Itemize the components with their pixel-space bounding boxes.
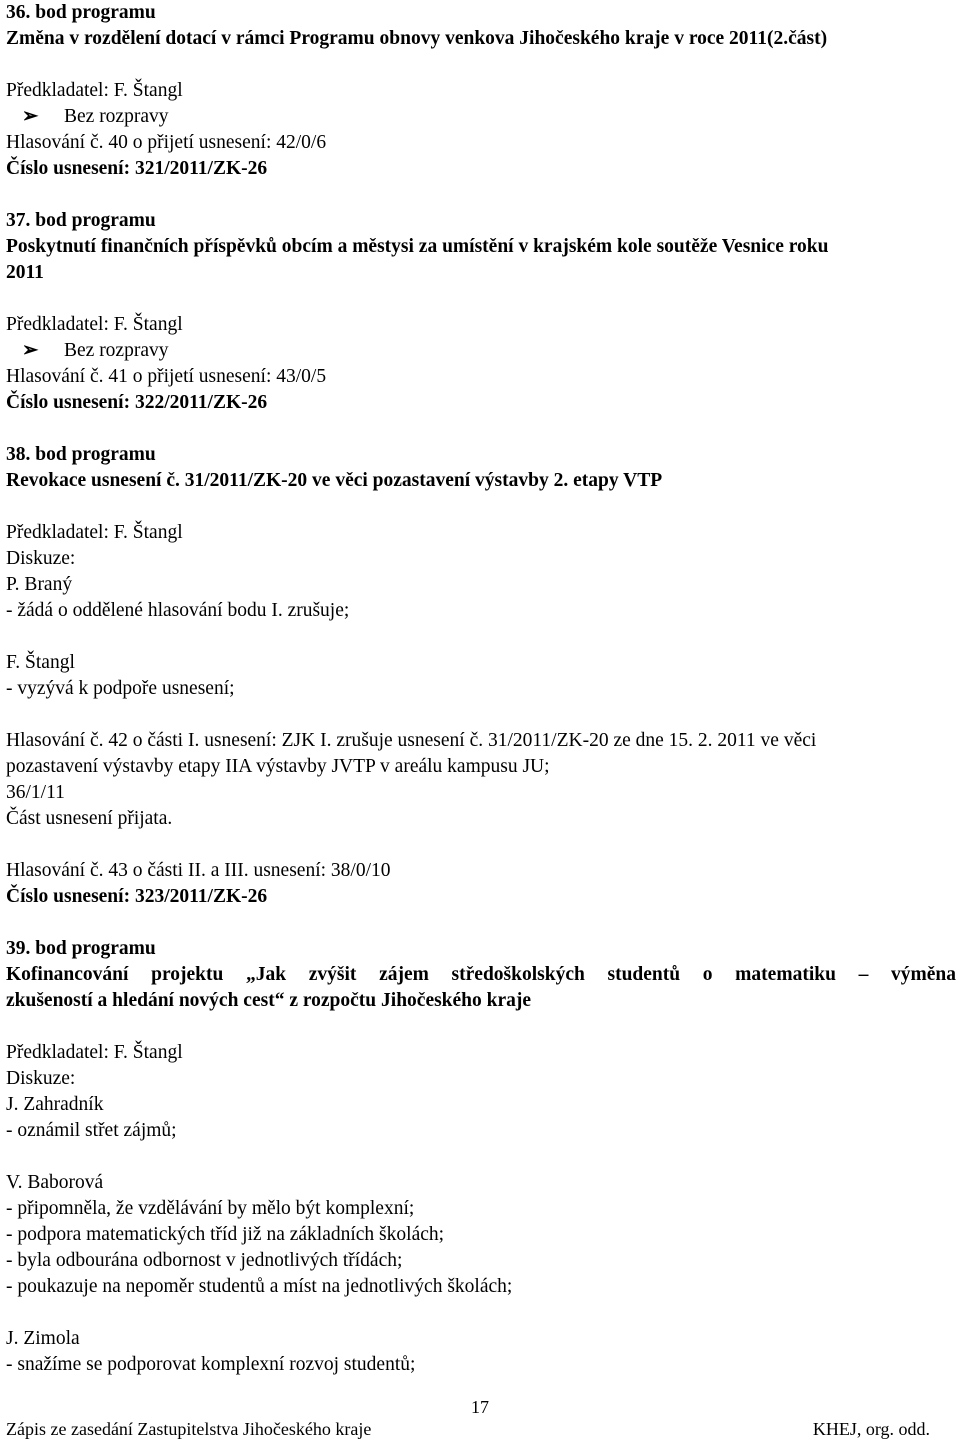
item-heading: 36. bod programu [6,2,156,23]
item-title-cont: zkušeností a hledání nových cest“ z rozpočtu Jihočeského kraje [6,990,532,1011]
bullet-item [6,338,956,364]
item-title: Změna v rozdělení dotací v rámci Programu obnovy venkova Jihočeského kraje v roce 2011(2.část) [6,28,828,49]
item-title: Kofinancování projektu „Jak zvýšit zájem středoškolských studentů o matematiku – výměna [6,964,956,985]
discussion-label: Diskuze: [6,548,76,569]
speaker-note: - připomněla, že vzdělávání by mělo být komplexní; [6,1198,415,1219]
resolution-number: Číslo usnesení: 323/2011/ZK-26 [6,886,268,907]
page-number: 17 [471,1397,489,1417]
speaker-note: - podpora matematických tříd již na základních školách; [6,1224,445,1245]
item-title-cont: 2011 [6,262,44,283]
item-heading: 38. bod programu [6,444,156,465]
speaker-note: - poukazuje na nepoměr studentů a míst na jednotlivých školách; [6,1276,513,1297]
proposer: Předkladatel: F. Štangl [6,314,183,335]
speaker-note: - oznámil střet zájmů; [6,1120,177,1141]
speaker-note: - žádá o oddělené hlasování bodu I. zrušuje; [6,600,350,621]
item-title: Poskytnutí finančních příspěvků obcím a městysi za umístění v krajském kole soutěže Vesnice roku [6,236,829,257]
proposer: Předkladatel: F. Štangl [6,1042,183,1063]
arrow-bullet-icon: ➢ [22,106,39,127]
bullet-text: Bez rozpravy [64,106,169,127]
resolution-number: Číslo usnesení: 322/2011/ZK-26 [6,392,268,413]
item-title: Revokace usnesení č. 31/2011/ZK-20 ve věci pozastavení výstavby 2. etapy VTP [6,470,663,491]
vote-line: Hlasování č. 42 o části I. usnesení: ZJK I. zrušuje usnesení č. 31/2011/ZK-20 ze dne 15. 2. 2011 ve věci [6,730,817,751]
proposer: Předkladatel: F. Štangl [6,80,183,101]
item-heading: 39. bod programu [6,938,156,959]
resolution-number: Číslo usnesení: 321/2011/ZK-26 [6,158,268,179]
vote-line: Hlasování č. 40 o přijetí usnesení: 42/0/6 [6,132,327,153]
proposer: Předkladatel: F. Štangl [6,522,183,543]
footer-document-title: Zápis ze zasedání Zastupitelstva Jihočeského kraje [6,1419,372,1439]
discussion-label: Diskuze: [6,1068,76,1089]
bullet-text: Bez rozpravy [64,340,169,361]
vote-line: Hlasování č. 43 o části II. a III. usnesení: 38/0/10 [6,860,391,881]
speaker-note: - snažíme se podporovat komplexní rozvoj studentů; [6,1354,416,1375]
speaker-name: P. Braný [6,574,73,595]
item-heading: 37. bod programu [6,210,156,231]
vote-result-numbers: 36/1/11 [6,782,65,803]
speaker-name: J. Zimola [6,1328,80,1349]
speaker-name: F. Štangl [6,652,75,673]
bullet-item [6,104,956,130]
vote-result-text: Část usnesení přijata. [6,808,173,829]
document-page [6,0,956,1378]
speaker-note: - byla odbourána odbornost v jednotlivých třídách; [6,1250,403,1271]
vote-line: Hlasování č. 41 o přijetí usnesení: 43/0/5 [6,366,327,387]
speaker-name: V. Baborová [6,1172,104,1193]
arrow-bullet-icon: ➢ [22,340,39,361]
footer-department: KHEJ, org. odd. [812,1419,930,1439]
speaker-name: J. Zahradník [6,1094,104,1115]
speaker-note: - vyzývá k podpoře usnesení; [6,678,235,699]
vote-line-cont: pozastavení výstavby etapy IIA výstavby JVTP v areálu kampusu JU; [6,756,550,777]
